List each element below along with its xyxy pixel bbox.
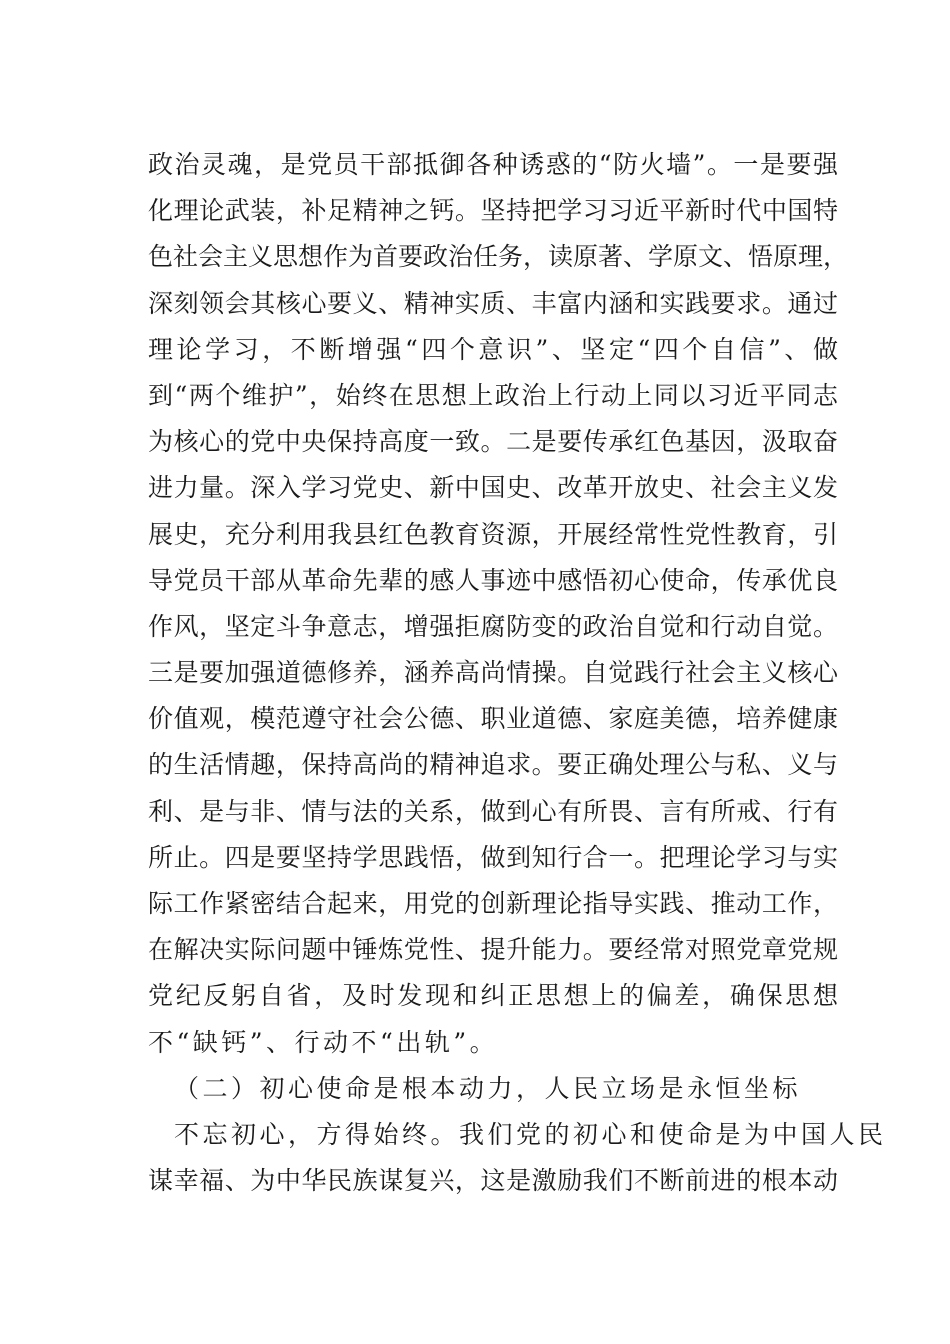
text-line: 的生活情趣，保持高尚的精神追求。要正确处理公与私、义与	[148, 750, 838, 780]
text-line: 利、是与非、情与法的关系，做到心有所畏、言有所戒、行有	[148, 796, 838, 826]
text-line: 到“两个维护”，始终在思想上政治上行动上同以习近平同志	[148, 380, 838, 410]
text-line: 深刻领会其核心要义、精神实质、丰富内涵和实践要求。通过	[148, 288, 838, 318]
text-line: 在解决实际问题中锤炼党性、提升能力。要经常对照党章党规	[148, 935, 838, 965]
text-line-first: 不忘初心，方得始终。我们党的初心和使命是为中国人民	[174, 1119, 887, 1149]
text-line: 党纪反躬自省，及时发现和纠正思想上的偏差，确保思想	[148, 981, 838, 1011]
text-line: 谋幸福、为中华民族谋复兴，这是激励我们不断前进的根本动	[148, 1166, 838, 1196]
document-body	[148, 142, 887, 1204]
text-line: 价值观，模范遵守社会公德、职业道德、家庭美德，培养健康	[148, 704, 838, 734]
text-line: 三是要加强道德修养，涵养高尚情操。自觉践行社会主义核心	[148, 658, 838, 688]
paragraph-original-aspiration	[148, 1112, 887, 1204]
text-line: 所止。四是要坚持学思践悟，做到知行合一。把理论学习与实	[148, 842, 838, 872]
text-line: 为核心的党中央保持高度一致。二是要传承红色基因，汲取奋	[148, 427, 838, 457]
text-line-last: 不“缺钙”、行动不“出轨”。	[148, 1027, 499, 1057]
text-line: 进力量。深入学习党史、新中国史、改革开放史、社会主义发	[148, 473, 838, 503]
text-line: 导党员干部从革命先辈的感人事迹中感悟初心使命，传承优良	[148, 565, 838, 595]
text-line: 色社会主义思想作为首要政治任务，读原著、学原文、悟原理，	[148, 242, 849, 272]
text-line: 作风，坚定斗争意志，增强拒腐防变的政治自觉和行动自觉。	[148, 611, 838, 641]
text-line: 化理论武装，补足精神之钙。坚持把学习习近平新时代中国特	[148, 196, 838, 226]
text-line: 理论学习，不断增强“四个意识”、坚定“四个自信”、做	[148, 334, 838, 364]
text-line: 展史，充分利用我县红色教育资源，开展经常性党性教育，引	[148, 519, 838, 549]
text-line: 际工作紧密结合起来，用党的创新理论指导实践、推动工作，	[148, 889, 838, 918]
paragraph-theory-arming	[148, 142, 849, 1066]
text-line: 政治灵魂，是党员干部抵御各种诱惑的“防火墙”。一是要强	[148, 150, 838, 179]
section-heading: （二）初心使命是根本动力，人民立场是永恒坐标	[174, 1073, 802, 1103]
